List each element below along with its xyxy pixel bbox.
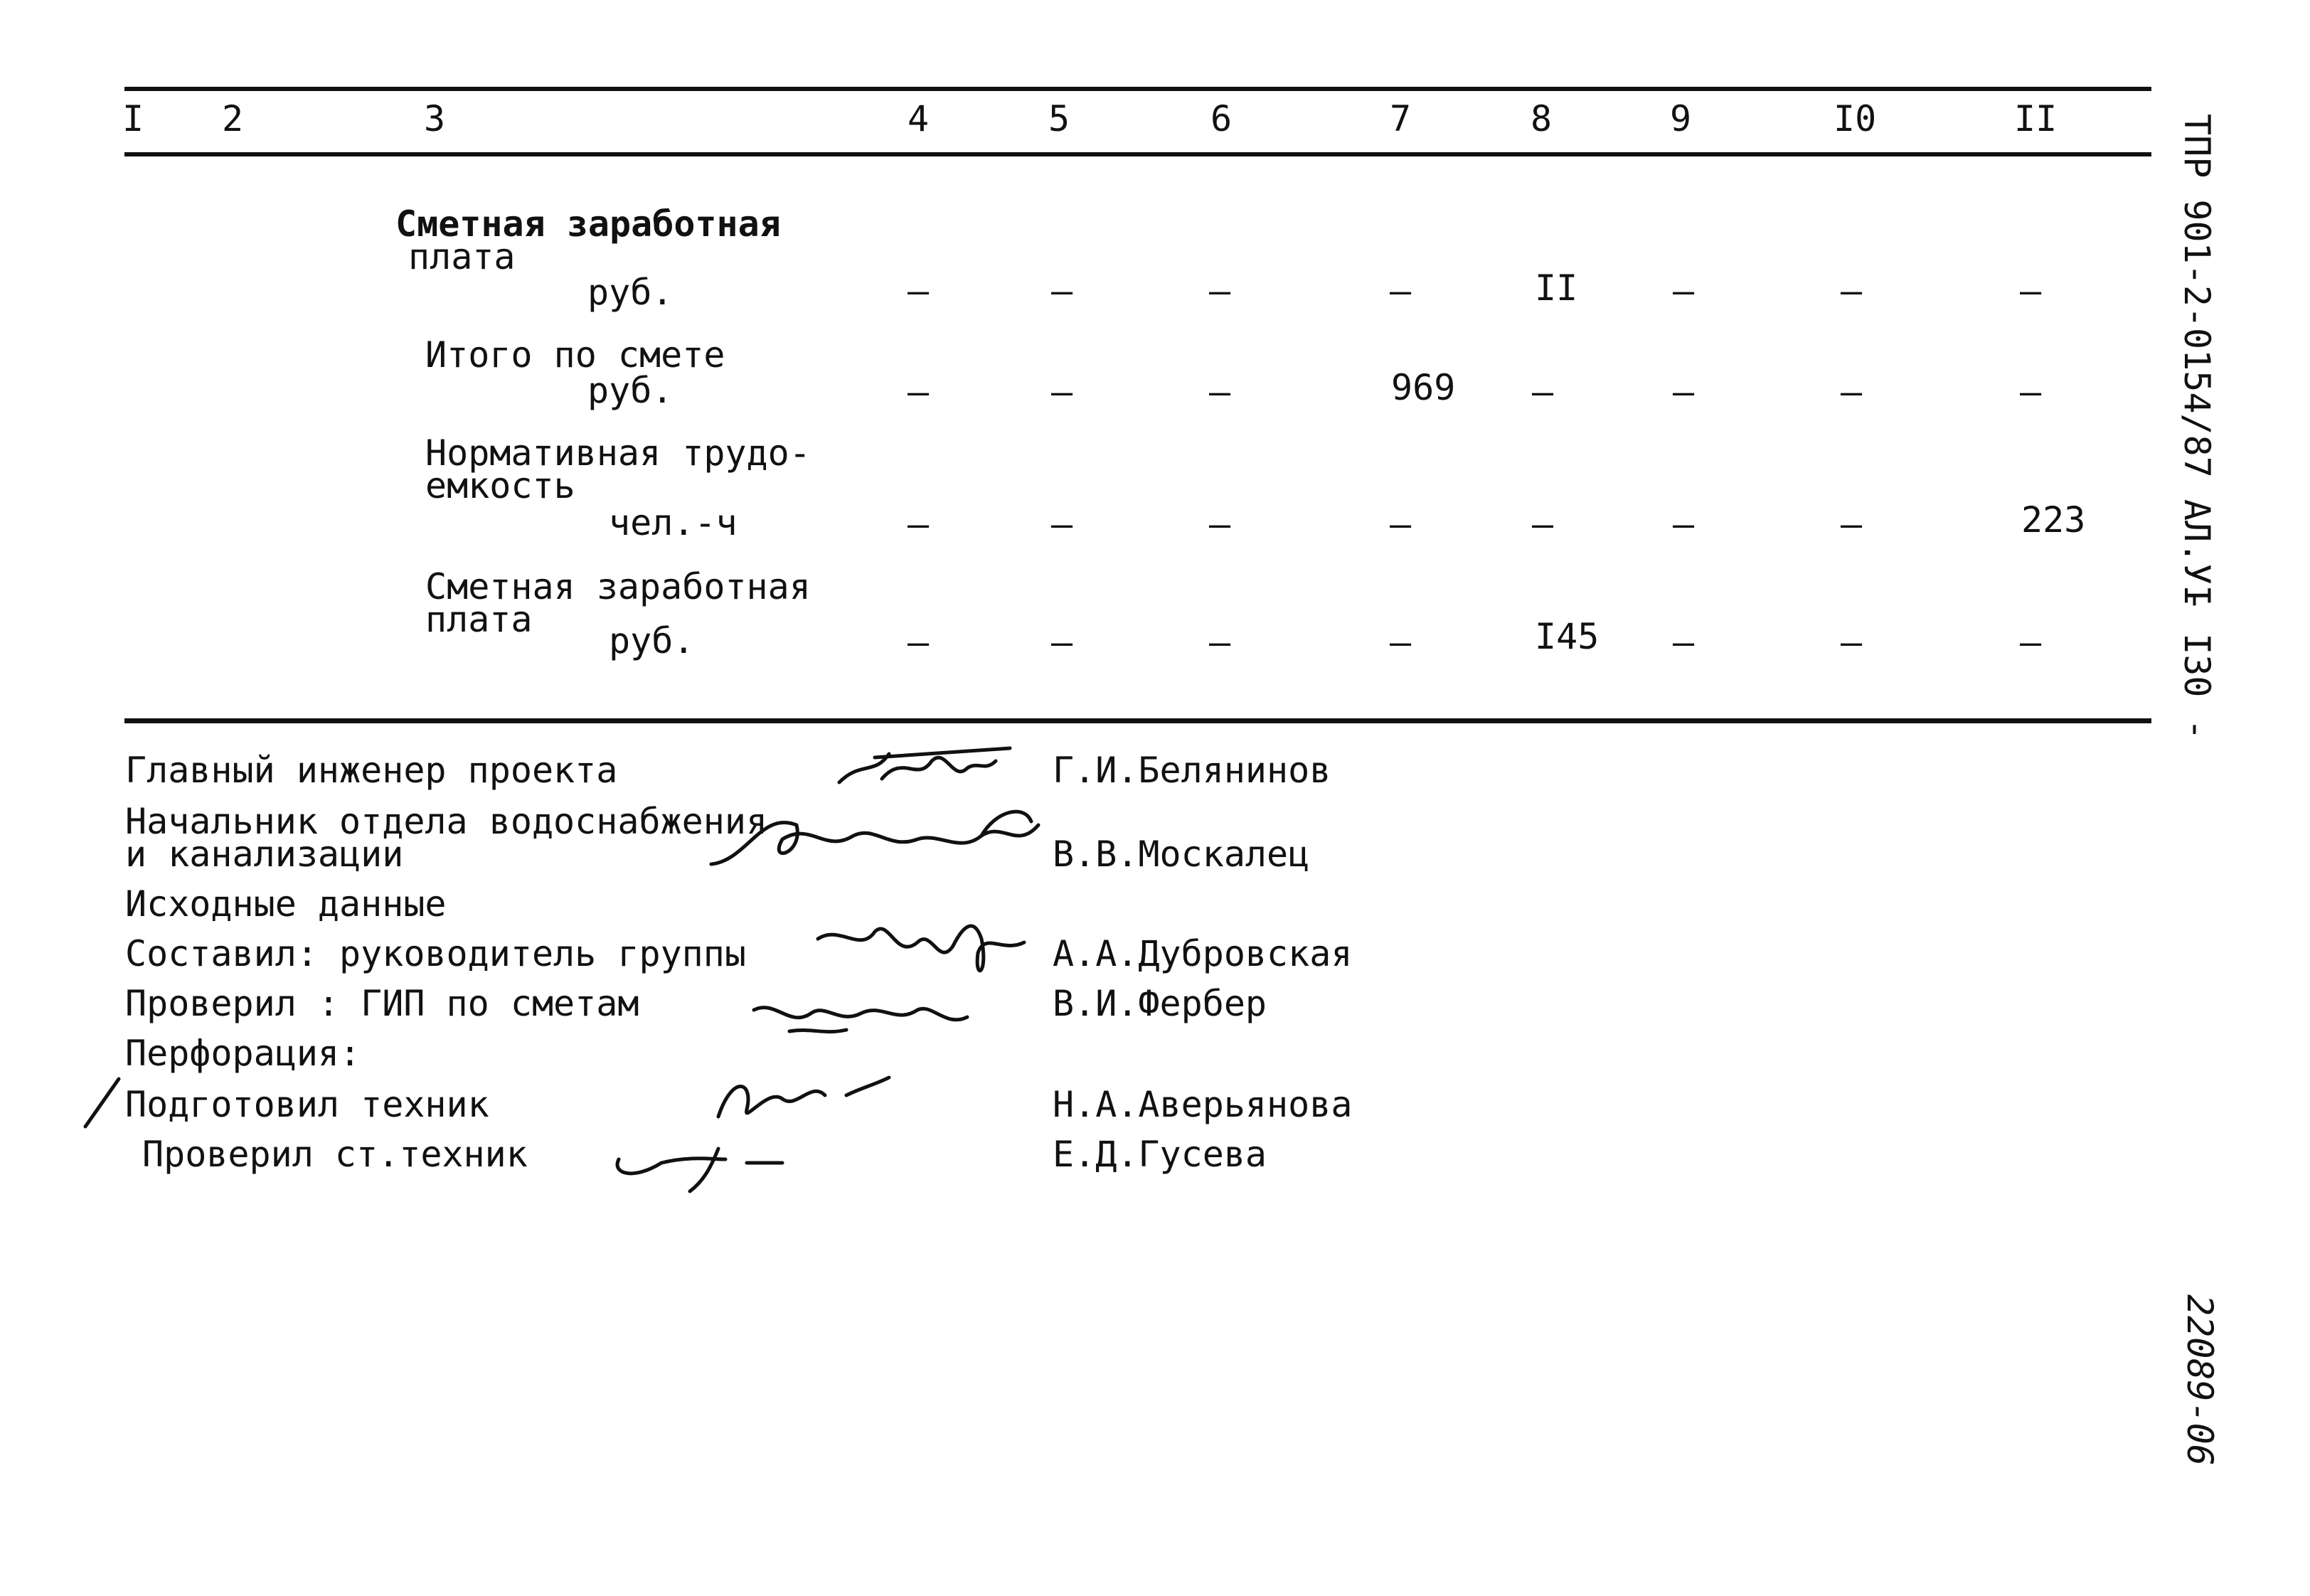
- col-header-8: 8: [1531, 98, 1553, 139]
- table-cell: –: [907, 622, 930, 663]
- signature-name: Е.Д.Гусева: [1053, 1134, 1267, 1175]
- table-cell: –: [1673, 622, 1695, 663]
- table-cell: –: [907, 504, 930, 545]
- signature-scribble: [704, 1067, 903, 1131]
- col-header-11: II: [2014, 98, 2058, 139]
- signature-name: Н.А.Аверьянова: [1053, 1084, 1353, 1125]
- col-header-6: 6: [1210, 98, 1233, 139]
- table-cell: –: [1673, 270, 1695, 312]
- table-cell: –: [1051, 622, 1073, 663]
- col-header-5: 5: [1048, 98, 1070, 139]
- table-cell: –: [1209, 270, 1231, 312]
- signature-role: Перфорация:: [125, 1033, 361, 1074]
- table-cell: –: [1841, 270, 1863, 312]
- signature-scribble: [704, 797, 1045, 875]
- row-unit: руб.: [587, 272, 674, 313]
- signature-name: В.В.Москалец: [1053, 834, 1310, 875]
- col-header-4: 4: [907, 98, 930, 139]
- signature-role: Исходные данные: [125, 883, 447, 925]
- row-label-line: емкость: [425, 465, 575, 506]
- row-unit: чел.-ч: [609, 502, 738, 543]
- col-header-10: I0: [1833, 98, 1877, 139]
- margin-tick: [80, 1075, 122, 1132]
- col-header-9: 9: [1670, 98, 1692, 139]
- row-label-line: плата: [425, 599, 533, 640]
- signature-role: Главный инженер проекта: [125, 750, 618, 791]
- col-header-2: 2: [222, 98, 244, 139]
- table-cell: –: [907, 270, 930, 312]
- header-rule: [124, 152, 2151, 156]
- table-cell: II: [1535, 267, 1578, 309]
- table-cell: 969: [1391, 367, 1456, 408]
- signature-name: А.А.Дубровская: [1053, 933, 1353, 974]
- table-cell: –: [907, 371, 930, 413]
- table-cell: –: [1673, 504, 1695, 545]
- signature-scribble: [832, 740, 1017, 797]
- col-header-7: 7: [1390, 98, 1412, 139]
- row-label-line: Нормативная трудо-: [425, 432, 811, 474]
- signature-role: Проверил : ГИП по сметам: [125, 983, 639, 1024]
- signature-name: В.И.Фербер: [1053, 983, 1267, 1024]
- col-header-1: I: [122, 98, 144, 139]
- signature-role: Составил: руководитель группы: [125, 933, 746, 974]
- table-cell: –: [1841, 371, 1863, 413]
- table-cell: –: [1051, 371, 1073, 413]
- table-cell: –: [1532, 371, 1554, 413]
- inventory-number: 22089-06: [2179, 1294, 2220, 1466]
- table-cell: –: [2020, 622, 2042, 663]
- signature-role: Подготовил техник: [125, 1084, 489, 1125]
- table-cell: 223: [2021, 499, 2086, 541]
- signature-role: и канализации: [125, 834, 404, 875]
- table-cell: –: [1209, 504, 1231, 545]
- row-label-line: плата: [408, 236, 516, 277]
- table-cell: –: [2020, 270, 2042, 312]
- col-header-3: 3: [424, 98, 446, 139]
- table-cell: I45: [1535, 616, 1600, 657]
- signature-name: Г.И.Белянинов: [1053, 750, 1331, 791]
- signature-role: Проверил ст.техник: [142, 1134, 528, 1175]
- page-number: - I30 -: [2176, 590, 2218, 740]
- signature-scribble: [605, 1131, 789, 1195]
- row-label-line: Итого по смете: [425, 334, 725, 376]
- table-cell: –: [2020, 371, 2042, 413]
- table-cell: –: [1051, 270, 1073, 312]
- table-cell: –: [1673, 371, 1695, 413]
- signature-scribble: [747, 989, 974, 1046]
- bottom-rule: [124, 718, 2151, 723]
- document-code: ТПР 901-2-0154/87 АЛ.УI: [2176, 114, 2218, 607]
- table-cell: –: [1209, 622, 1231, 663]
- table-cell: –: [1390, 622, 1412, 663]
- signature-role: Начальник отдела водоснабжения: [125, 801, 768, 842]
- table-cell: –: [1051, 504, 1073, 545]
- row-label-line: Сметная заработная: [395, 203, 781, 245]
- top-rule: [124, 87, 2151, 91]
- table-cell: –: [1841, 504, 1863, 545]
- row-label-line: Сметная заработная: [425, 566, 811, 607]
- signature-scribble: [811, 910, 1031, 989]
- row-unit: руб.: [587, 370, 674, 411]
- table-cell: –: [1532, 504, 1554, 545]
- row-unit: руб.: [609, 620, 695, 661]
- table-cell: –: [1390, 504, 1412, 545]
- table-cell: –: [1209, 371, 1231, 413]
- table-cell: –: [1390, 270, 1412, 312]
- table-cell: –: [1841, 622, 1863, 663]
